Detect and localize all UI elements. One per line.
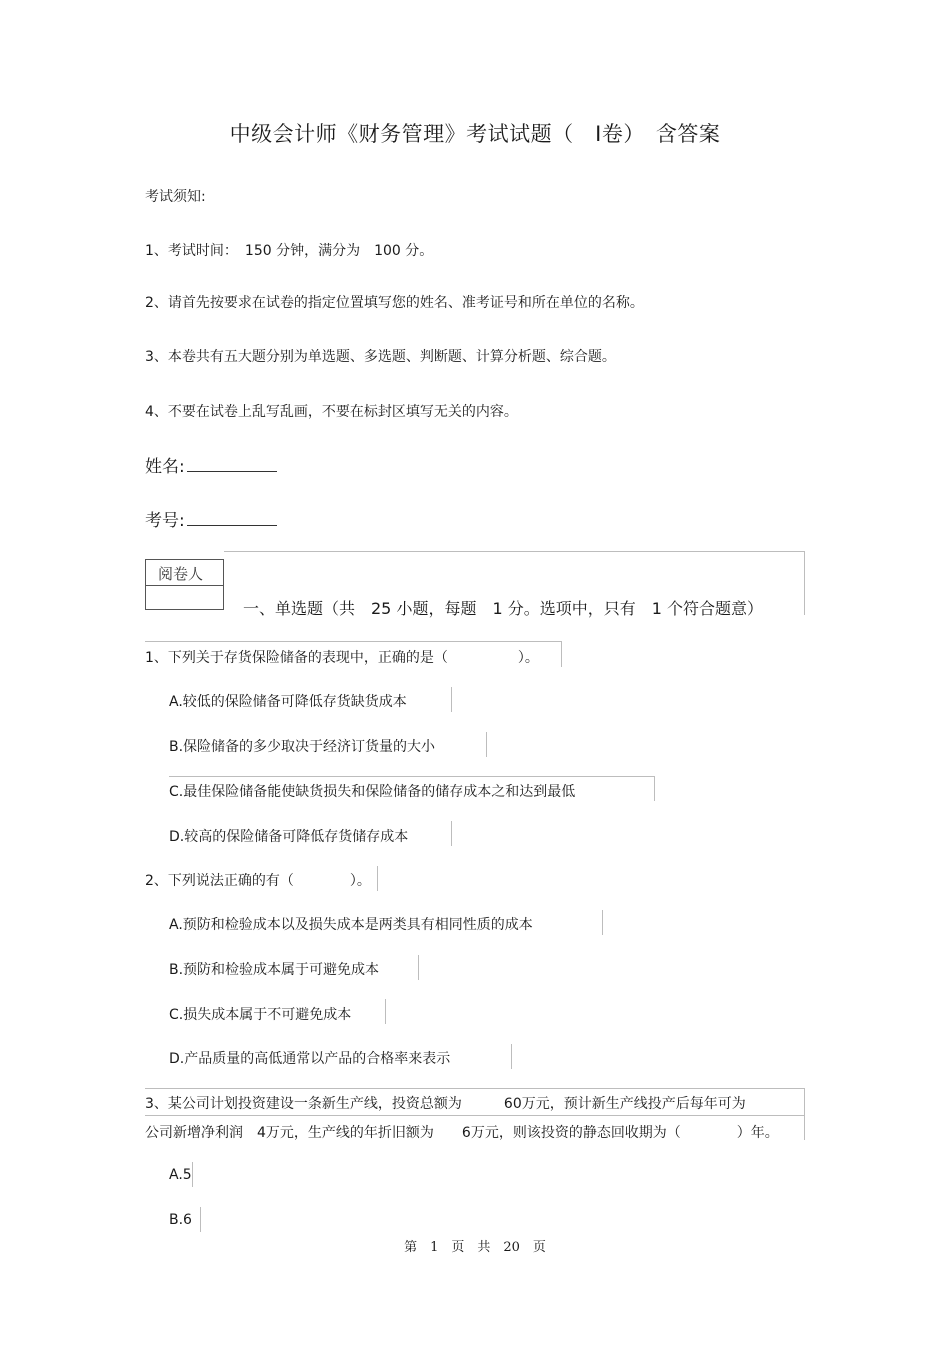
question-1-option-b[interactable]: B.保险储备的多少取决于经济订货量的大小 [169, 739, 436, 755]
section-heading: 一、单选题（共 25 小题，每题 1 分。选项中，只有 1 个符合题意） [243, 599, 763, 618]
question-2-option-a[interactable]: A.预防和检验成本以及损失成本是两类具有相同性质的成本 [169, 917, 533, 933]
option-right-rule [200, 1207, 201, 1232]
option-right-rule [385, 999, 386, 1024]
option-right-rule [511, 1044, 512, 1069]
name-label: 姓名: [145, 457, 185, 477]
question-1-option-d[interactable]: D.较高的保险储备可降低存货储存成本 [169, 829, 409, 845]
question-top-rule [145, 1088, 805, 1089]
option-right-rule [418, 955, 419, 980]
option-right-rule [602, 910, 603, 935]
section-right-rule [804, 551, 805, 615]
notice-item: 1、考试时间： 150 分钟，满分为 100 分。 [145, 243, 434, 259]
question-3-option-a[interactable]: A.5 [169, 1167, 192, 1183]
option-right-rule [451, 687, 452, 712]
notice-item: 3、本卷共有五大题分别为单选题、多选题、判断题、计算分析题、综合题。 [145, 349, 616, 365]
grader-box-divider [145, 585, 223, 586]
question-2-option-c[interactable]: C.损失成本属于不可避免成本 [169, 1007, 352, 1023]
id-label: 考号: [145, 511, 185, 531]
option-right-rule [451, 821, 452, 846]
id-blank-line[interactable] [187, 525, 277, 526]
question-2-stem: 2、下列说法正确的有（ ）。 [145, 873, 371, 889]
question-2-option-b[interactable]: B.预防和检验成本属于可避免成本 [169, 962, 380, 978]
section-top-rule [224, 551, 804, 552]
question-right-rule [561, 641, 562, 667]
question-1-option-c[interactable]: C.最佳保险储备能使缺货损失和保险储备的储存成本之和达到最低 [169, 784, 576, 800]
grader-label: 阅卷人 [158, 565, 204, 583]
question-1-option-a[interactable]: A.较低的保险储备可降低存货缺货成本 [169, 694, 407, 710]
option-right-rule [486, 732, 487, 757]
question-line-rule [145, 1115, 805, 1116]
option-top-rule [169, 776, 655, 777]
notice-heading: 考试须知: [145, 189, 206, 205]
question-1-stem: 1、下列关于存货保险储备的表现中，正确的是（ ）。 [145, 650, 539, 666]
option-right-rule [192, 1162, 193, 1187]
notice-item: 4、不要在试卷上乱写乱画，不要在标封区填写无关的内容。 [145, 404, 518, 420]
question-2-option-d[interactable]: D.产品质量的高低通常以产品的合格率来表示 [169, 1051, 451, 1067]
question-3-stem-line1: 3、某公司计划投资建设一条新生产线，投资总额为 60万元，预计新生产线投产后每年可为 [145, 1096, 746, 1112]
question-3-stem-line2: 公司新增净利润 4万元，生产线的年折旧额为 6万元，则该投资的静态回收期为（ ）年。 [145, 1125, 779, 1141]
question-3-option-b[interactable]: B.6 [169, 1212, 192, 1228]
question-top-rule [145, 641, 562, 642]
question-right-rule [377, 866, 378, 891]
document-title: 中级会计师《财务管理》考试试题（ Ⅰ卷） 含答案 [229, 122, 721, 146]
notice-item: 2、请首先按要求在试卷的指定位置填写您的姓名、准考证号和所在单位的名称。 [145, 295, 644, 311]
option-right-rule [654, 776, 655, 801]
question-right-rule [804, 1088, 805, 1140]
page-footer: 第 1 页 共 20 页 [404, 1240, 546, 1255]
name-blank-line[interactable] [187, 471, 277, 472]
